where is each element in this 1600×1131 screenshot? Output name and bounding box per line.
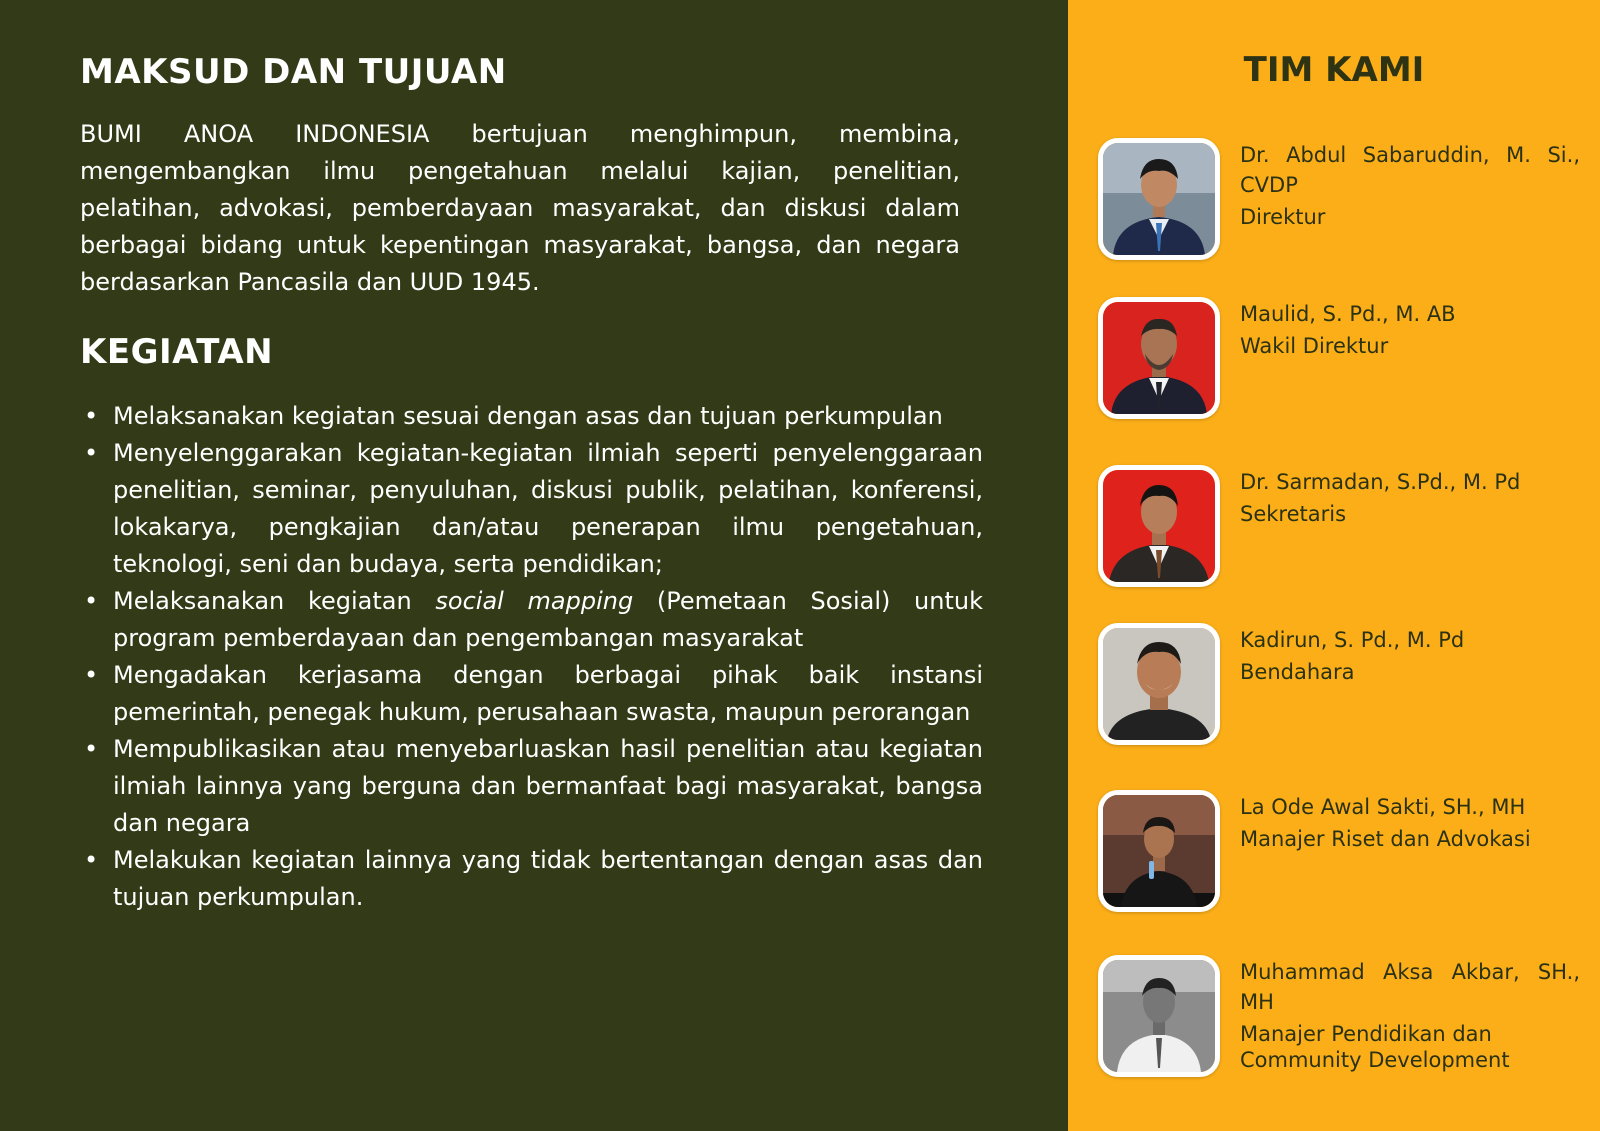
member-info [1240, 957, 1580, 1073]
member-name: La Ode Awal Sakti, SH., MH [1240, 795, 1526, 819]
activities-heading: KEGIATAN [80, 332, 274, 372]
member-info [1240, 140, 1580, 230]
member-name: Maulid, S. Pd., M. AB [1240, 302, 1456, 326]
activity-text: Melaksanakan kegiatan [113, 587, 436, 615]
member-photo [1098, 138, 1220, 260]
member-photo [1098, 623, 1220, 745]
member-photo [1098, 465, 1220, 587]
member-photo [1098, 297, 1220, 419]
activity-item: • Melaksanakan kegiatan sesuai dengan asas dan tujuan perkumpulan [113, 398, 983, 435]
activity-item: • Menyelenggarakan kegiatan-kegiatan ilmiah seperti penyelenggaraan penelitian, seminar, penyuluhan, diskusi publik, pelatihan, konferensi, lokakarya, pengkajian dan/atau penerapan ilmu pengetahuan, teknologi, seni dan budaya, serta pendidikan; [113, 435, 983, 583]
member-name: Kadirun, S. Pd., M. Pd [1240, 628, 1465, 652]
member-name: Dr. Sarmadan, S.Pd., M. Pd [1240, 470, 1521, 494]
team-panel [1068, 0, 1600, 1131]
team-heading: TIM KAMI [1243, 50, 1425, 90]
purpose-heading: MAKSUD DAN TUJUAN [80, 52, 507, 92]
member-info [1240, 625, 1580, 685]
activity-item: • Mempublikasikan atau menyebarluaskan hasil penelitian atau kegiatan ilmiah lainnya yang berguna dan bermanfaat bagi masyarakat, bangsa dan negara [113, 731, 983, 842]
person-icon [1103, 795, 1215, 907]
member-role: Direktur [1240, 205, 1326, 229]
member-photo [1098, 790, 1220, 912]
member-role: Manajer Pendidikan dan Community Development [1240, 1022, 1510, 1072]
person-icon [1103, 143, 1215, 255]
activity-text: (Pemetaan Sosial) untuk program pemberdayaan dan pengembangan masyarakat [113, 587, 983, 652]
purpose-text: BUMI ANOA INDONESIA bertujuan menghimpun, membina, mengembangkan ilmu pengetahuan melalui kajian, penelitian, pelatihan, advokasi, pemberdayaan masyarakat, dan diskusi dalam berbagai bidang untuk kepentingan masyarakat, bangsa, dan negara berdasarkan Pancasila dan UUD 1945. [80, 120, 960, 296]
activity-item: • Melakukan kegiatan lainnya yang tidak bertentangan dengan asas dan tujuan perkumpulan. [113, 842, 983, 916]
member-role: Wakil Direktur [1240, 334, 1389, 358]
member-role: Manajer Riset dan Advokasi [1240, 827, 1531, 851]
activity-item [113, 583, 983, 657]
member-name: Dr. Abdul Sabaruddin, M. Si., CVDP [1240, 143, 1580, 197]
person-icon [1103, 960, 1215, 1072]
person-icon [1103, 628, 1215, 740]
member-photo [1098, 955, 1220, 1077]
member-role: Sekretaris [1240, 502, 1347, 526]
activity-item: • Mengadakan kerjasama dengan berbagai pihak baik instansi pemerintah, penegak hukum, perusahaan swasta, maupun perorangan [113, 657, 983, 731]
member-role: Bendahara [1240, 660, 1355, 684]
person-icon [1103, 302, 1215, 414]
activities-list [80, 398, 983, 916]
person-icon [1103, 470, 1215, 582]
member-name: Muhammad Aksa Akbar, SH., MH [1240, 960, 1580, 1014]
activity-emphasis: social mapping [435, 587, 634, 615]
member-info [1240, 467, 1580, 527]
member-info [1240, 299, 1580, 359]
member-info [1240, 792, 1580, 852]
